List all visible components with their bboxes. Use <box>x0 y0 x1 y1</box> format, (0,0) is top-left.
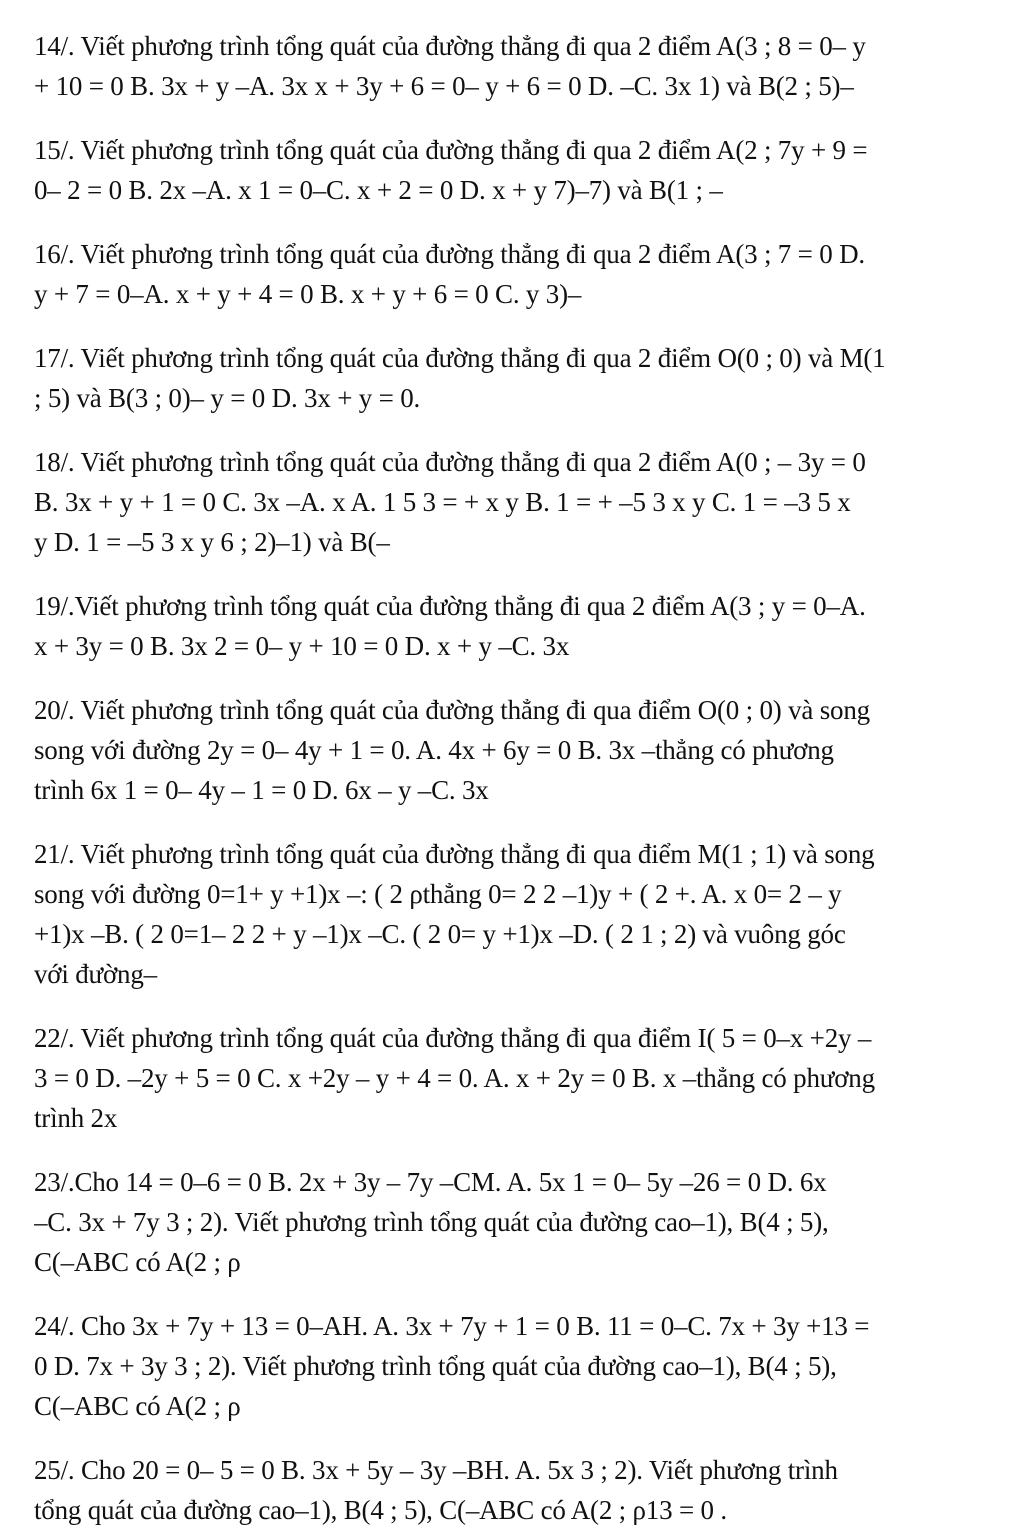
question-line: 23/.Cho 14 = 0–6 = 0 B. 2x + 3y – 7y –CM. A. 5x 1 = 0– 5y –26 = 0 D. 6x <box>34 1167 827 1197</box>
question-line: 20/. Viết phương trình tổng quát của đường thẳng đi qua điểm O(0 ; 0) và song <box>34 695 870 725</box>
question-line: y D. 1 = –5 3 x y 6 ; 2)–1) và B(– <box>34 527 390 557</box>
question-line: x + 3y = 0 B. 3x 2 = 0– y + 10 = 0 D. x + y –C. 3x <box>34 631 570 661</box>
question-line: 14/. Viết phương trình tổng quát của đường thẳng đi qua 2 điểm A(3 ; 8 = 0– y <box>34 31 866 61</box>
question-17 <box>34 338 984 418</box>
question-15 <box>34 130 984 210</box>
question-line: 0– 2 = 0 B. 2x –A. x 1 = 0–C. x + 2 = 0 D. x + y 7)–7) và B(1 ; – <box>34 175 723 205</box>
question-line: 0 D. 7x + 3y 3 ; 2). Viết phương trình tổng quát của đường cao–1), B(4 ; 5), <box>34 1351 837 1381</box>
question-20 <box>34 690 984 810</box>
question-25 <box>34 1450 984 1530</box>
question-line: 17/. Viết phương trình tổng quát của đường thẳng đi qua 2 điểm O(0 ; 0) và M(1 <box>34 343 886 373</box>
question-line: C(–ABC có A(2 ; ρ <box>34 1247 241 1277</box>
question-23 <box>34 1162 984 1282</box>
question-line: B. 3x + y + 1 = 0 C. 3x –A. x A. 1 5 3 = + x y B. 1 = + –5 3 x y C. 1 = –3 5 x <box>34 487 851 517</box>
question-line: ; 5) và B(3 ; 0)– y = 0 D. 3x + y = 0. <box>34 383 421 413</box>
question-line: tổng quát của đường cao–1), B(4 ; 5), C(–ABC có A(2 ; ρ13 = 0 . <box>34 1495 727 1525</box>
question-line: 16/. Viết phương trình tổng quát của đường thẳng đi qua 2 điểm A(3 ; 7 = 0 D. <box>34 239 865 269</box>
question-line: C(–ABC có A(2 ; ρ <box>34 1391 241 1421</box>
question-line: song với đường 0=1+ y +1)x –: ( 2 ρthẳng 0= 2 2 –1)y + ( 2 +. A. x 0= 2 – y <box>34 879 842 909</box>
question-14 <box>34 26 984 106</box>
question-19 <box>34 586 984 666</box>
question-line: 22/. Viết phương trình tổng quát của đường thẳng đi qua điểm I( 5 = 0–x +2y – <box>34 1023 872 1053</box>
question-line: 25/. Cho 20 = 0– 5 = 0 B. 3x + 5y – 3y –BH. A. 5x 3 ; 2). Viết phương trình <box>34 1455 838 1485</box>
question-line: 3 = 0 D. –2y + 5 = 0 C. x +2y – y + 4 = 0. A. x + 2y = 0 B. x –thẳng có phương <box>34 1063 875 1093</box>
question-line: trình 6x 1 = 0– 4y – 1 = 0 D. 6x – y –C. 3x <box>34 775 489 805</box>
question-line: +1)x –B. ( 2 0=1– 2 2 + y –1)x –C. ( 2 0= y +1)x –D. ( 2 1 ; 2) và vuông góc <box>34 919 846 949</box>
question-line: 21/. Viết phương trình tổng quát của đường thẳng đi qua điểm M(1 ; 1) và song <box>34 839 875 869</box>
question-line: 19/.Viết phương trình tổng quát của đường thẳng đi qua 2 điểm A(3 ; y = 0–A. <box>34 591 866 621</box>
question-18 <box>34 442 984 562</box>
question-line: 24/. Cho 3x + 7y + 13 = 0–AH. A. 3x + 7y + 1 = 0 B. 11 = 0–C. 7x + 3y +13 = <box>34 1311 870 1341</box>
question-line: –C. 3x + 7y 3 ; 2). Viết phương trình tổng quát của đường cao–1), B(4 ; 5), <box>34 1207 829 1237</box>
question-line: trình 2x <box>34 1103 118 1133</box>
question-line: y + 7 = 0–A. x + y + 4 = 0 B. x + y + 6 = 0 C. y 3)– <box>34 279 582 309</box>
question-line: 18/. Viết phương trình tổng quát của đường thẳng đi qua 2 điểm A(0 ; – 3y = 0 <box>34 447 866 477</box>
question-16 <box>34 234 984 314</box>
question-line: với đường– <box>34 959 157 989</box>
question-line: song với đường 2y = 0– 4y + 1 = 0. A. 4x + 6y = 0 B. 3x –thẳng có phương <box>34 735 834 765</box>
question-21 <box>34 834 984 994</box>
question-line: 15/. Viết phương trình tổng quát của đường thẳng đi qua 2 điểm A(2 ; 7y + 9 = <box>34 135 868 165</box>
question-22 <box>34 1018 984 1138</box>
question-line: + 10 = 0 B. 3x + y –A. 3x x + 3y + 6 = 0– y + 6 = 0 D. –C. 3x 1) và B(2 ; 5)– <box>34 71 854 101</box>
question-24 <box>34 1306 984 1426</box>
